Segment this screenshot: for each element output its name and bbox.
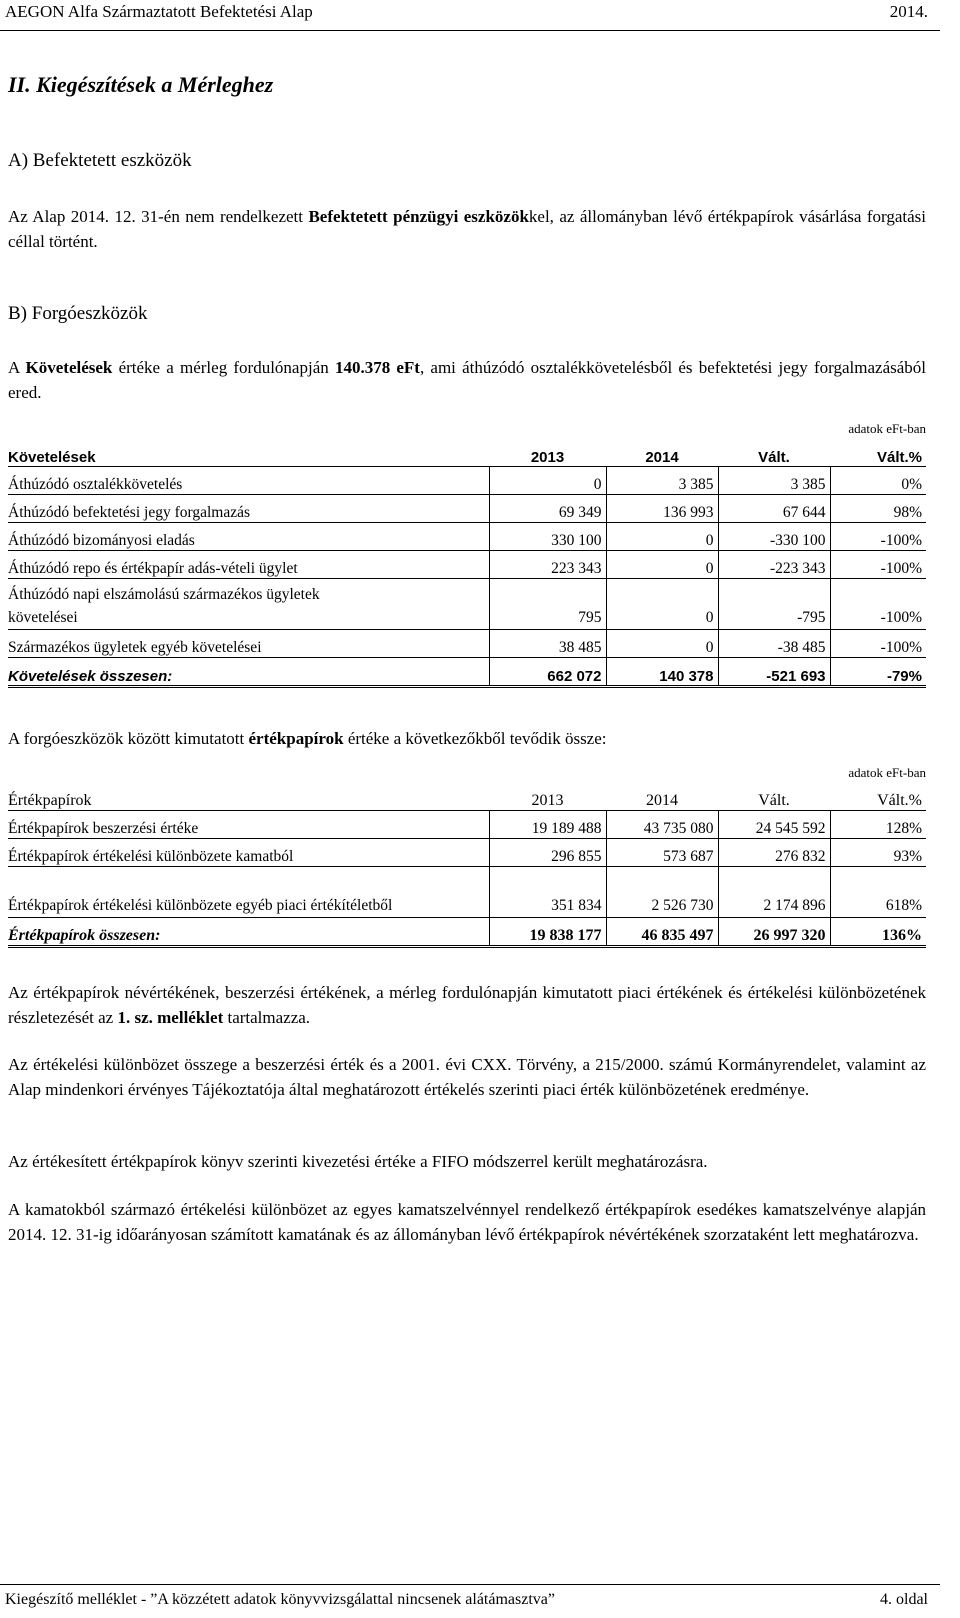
cell: -223 343	[718, 551, 830, 579]
annex-reference-paragraph	[8, 980, 926, 1030]
cell: 0	[606, 551, 718, 579]
securities-intro-paragraph	[8, 726, 926, 751]
cell: -330 100	[718, 523, 830, 551]
cell: 3 385	[718, 467, 830, 495]
fifo-paragraph: Az értékesített értékpapírok könyv szerinti kivezetési értéke a FIFO módszerrel került meghatározásra.	[8, 1152, 708, 1171]
cell: 2 174 896	[718, 867, 830, 918]
table-row	[8, 467, 926, 495]
row-label: Származékos ügyletek egyéb követelései	[8, 630, 489, 658]
total-cell: 140 378	[606, 658, 718, 687]
securities-table	[8, 783, 926, 948]
text-run: kel, az állományban lévő értékpapírok vásárlása forgatási céllal történt.	[8, 207, 926, 251]
table-total-row	[8, 658, 926, 687]
receivables-table	[8, 439, 926, 688]
bold-term: Követelések	[25, 358, 113, 377]
cell: 2 526 730	[606, 867, 718, 918]
cell: 69 349	[489, 495, 606, 523]
cell: 618%	[830, 867, 926, 918]
table-row	[8, 630, 926, 658]
header-cell: 2013	[489, 783, 606, 811]
footer-note: Kiegészítő melléklet - ”A közzétett adatok könyvvizsgálattal nincsenek alátámasztva”	[5, 1591, 555, 1608]
cell: 128%	[830, 811, 926, 839]
cell: 0	[606, 579, 718, 630]
cell: 98%	[830, 495, 926, 523]
row-label: Áthúzódó bizományosi eladás	[8, 523, 489, 551]
cell: 573 687	[606, 839, 718, 867]
row-label: Áthúzódó repo és értékpapír adás-vételi ügylet	[8, 551, 489, 579]
text-run: Az értékpapírok névértékének, beszerzési értékének, a mérleg fordulónapján kimutatott piaci értékének és értékelési különbözetének részletezését az	[8, 983, 926, 1027]
cell: 67 644	[718, 495, 830, 523]
cell: 43 735 080	[606, 811, 718, 839]
cell: 3 385	[606, 467, 718, 495]
header-cell: 2014	[606, 783, 718, 811]
cell: -100%	[830, 551, 926, 579]
total-cell: 46 835 497	[606, 918, 718, 947]
cell: 276 832	[718, 839, 830, 867]
total-cell: -521 693	[718, 658, 830, 687]
table-header-row	[8, 783, 926, 811]
table-row	[8, 523, 926, 551]
cell: 38 485	[489, 630, 606, 658]
row-label: Értékpapírok értékelési különbözete kamatból	[8, 839, 489, 867]
header-cell: Vált.%	[830, 783, 926, 811]
header-cell: Értékpapírok	[8, 783, 489, 811]
cell: -100%	[830, 579, 926, 630]
bold-term: Befektetett pénzügyi eszközök	[308, 207, 529, 226]
table-row	[8, 839, 926, 867]
bold-term: 140.378 eFt	[334, 358, 420, 377]
valuation-difference-paragraph: Az értékelési különbözet összege a beszerzési érték és a 2001. évi CXX. Törvény, a 215/2000. számú Kormányrendelet, valamint az Alap mindenkori érvényes Tájékoztatója által meghatározott értékelés szerinti piaci érték különbözetének eredménye.	[8, 1055, 926, 1099]
cell: -100%	[830, 630, 926, 658]
table-row	[8, 551, 926, 579]
cell: 351 834	[489, 867, 606, 918]
text-run: tartalmazza.	[223, 1008, 311, 1027]
header-cell: Vált.	[718, 783, 830, 811]
total-cell: 136%	[830, 918, 926, 947]
bold-term: értékpapírok	[248, 729, 344, 748]
table-row	[8, 579, 926, 630]
table-total-row	[8, 918, 926, 947]
header-cell: Vált.	[718, 439, 830, 467]
table1-unit: adatok eFt-ban	[848, 421, 926, 436]
text-run: értéke a következőkből tevődik össze:	[343, 729, 607, 748]
row-label: Értékpapírok értékelési különbözete egyéb piaci értékítéletből	[8, 867, 489, 918]
cell: 19 189 488	[489, 811, 606, 839]
header-cell: 2013	[489, 439, 606, 467]
cell: 296 855	[489, 839, 606, 867]
row-label: Áthúzódó osztalékkövetelés	[8, 467, 489, 495]
cell: -100%	[830, 523, 926, 551]
section-b-title: B) Forgóeszközök	[8, 303, 148, 324]
total-label: Értékpapírok összesen:	[8, 918, 489, 947]
total-label: Követelések összesen:	[8, 658, 489, 687]
cell: 24 545 592	[718, 811, 830, 839]
cell: 0	[606, 523, 718, 551]
cell: 93%	[830, 839, 926, 867]
section-a-title: A) Befektetett eszközök	[8, 150, 192, 171]
page-footer	[0, 1584, 940, 1618]
cell: 0	[489, 467, 606, 495]
row-label: Értékpapírok beszerzési értéke	[8, 811, 489, 839]
page-number: 4. oldal	[880, 1591, 928, 1608]
text-run: Az Alap 2014. 12. 31-én nem rendelkezett	[8, 207, 309, 226]
header-cell: Vált.%	[830, 439, 926, 467]
interest-valuation-paragraph: A kamatokból származó értékelési különbözet az egyes kamatszelvénnyel rendelkező értékpapírok esedékes kamatszelvénye alapján 2014. 12. 31-ig időarányosan számított kamatának és az állományban lévő értékpapírok névértékének szorzataként lett meghatározva.	[8, 1200, 926, 1244]
header-year: 2014.	[889, 2, 928, 21]
table-row	[8, 811, 926, 839]
section-title: II. Kiegészítések a Mérleghez	[8, 72, 274, 97]
cell: 795	[489, 579, 606, 630]
text-run: értéke a mérleg fordulónapján	[112, 358, 335, 377]
cell: 223 343	[489, 551, 606, 579]
section-b-paragraph	[8, 355, 926, 405]
page-header	[0, 0, 940, 31]
cell: 0	[606, 630, 718, 658]
row-label: Áthúzódó befektetési jegy forgalmazás	[8, 495, 489, 523]
text-run: , ami áthúzódó osztalékkövetelésből és befektetési jegy forgalmazásából ered.	[8, 358, 927, 402]
header-cell: 2014	[606, 439, 718, 467]
table-row	[8, 495, 926, 523]
cell: 136 993	[606, 495, 718, 523]
row-label: Áthúzódó napi elszámolású származékos ügyletek követelései	[8, 579, 489, 630]
table-header-row	[8, 439, 926, 467]
text-run: A	[8, 358, 26, 377]
total-cell: 19 838 177	[489, 918, 606, 947]
table2-unit: adatok eFt-ban	[848, 765, 926, 780]
total-cell: 662 072	[489, 658, 606, 687]
bold-term: 1. sz. melléklet	[117, 1008, 224, 1027]
cell: -38 485	[718, 630, 830, 658]
table-row	[8, 867, 926, 918]
text-run: A forgóeszközök között kimutatott	[8, 729, 249, 748]
cell: 330 100	[489, 523, 606, 551]
section-a-paragraph	[8, 204, 926, 254]
header-title: AEGON Alfa Származtatott Befektetési Alap	[5, 2, 313, 21]
cell: -795	[718, 579, 830, 630]
cell: 0%	[830, 467, 926, 495]
total-cell: 26 997 320	[718, 918, 830, 947]
header-cell: Követelések	[8, 439, 489, 467]
total-cell: -79%	[830, 658, 926, 687]
